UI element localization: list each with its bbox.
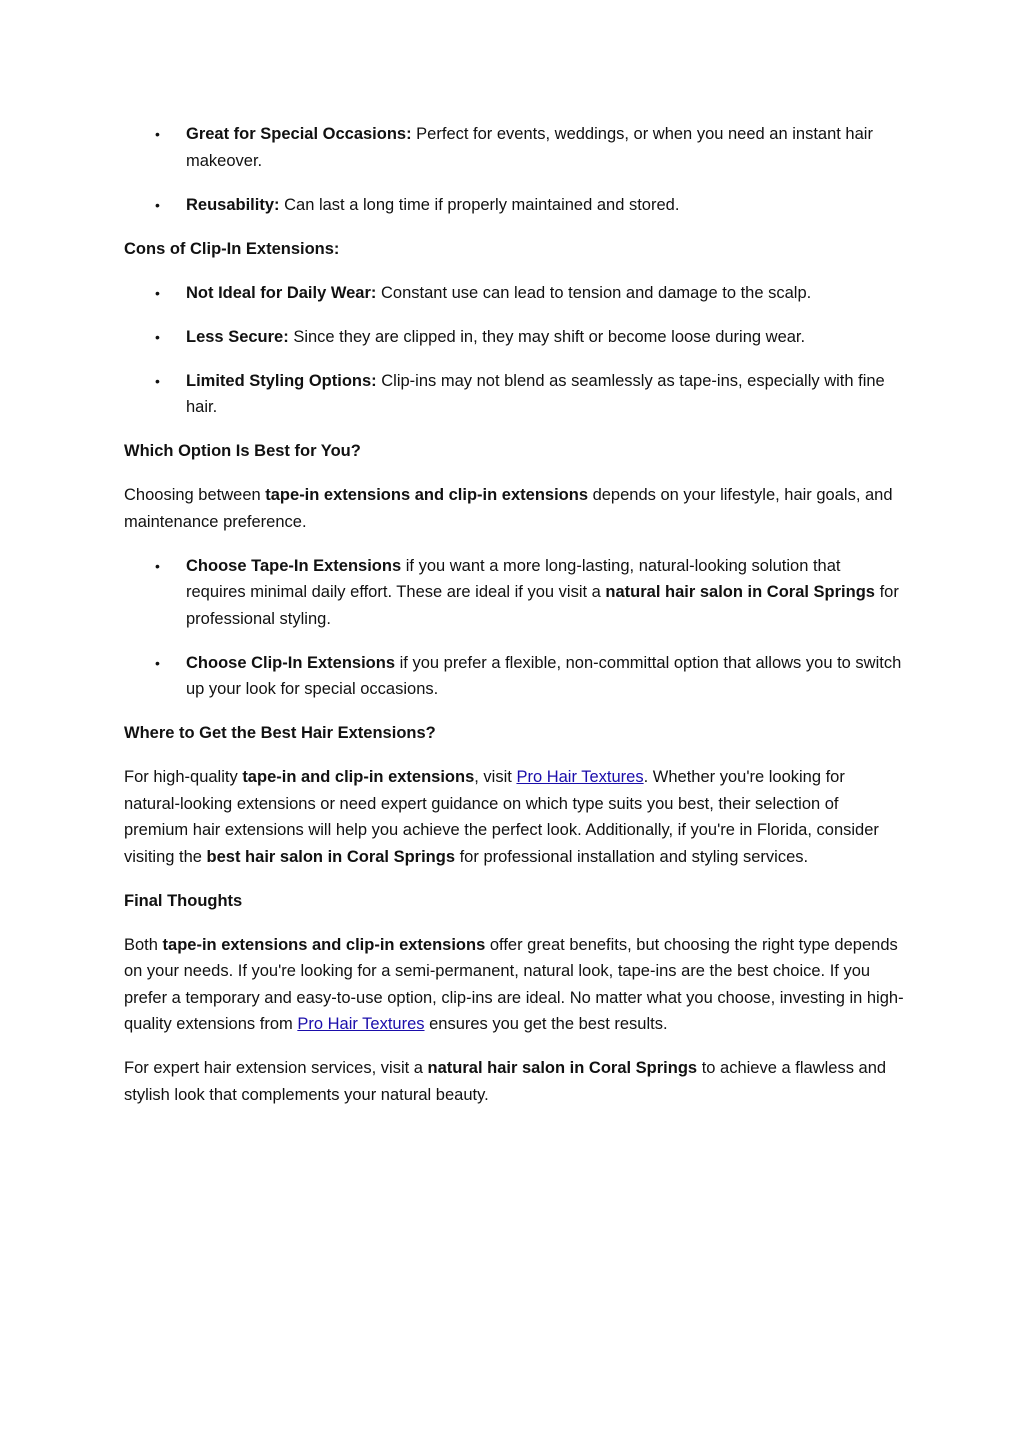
where-heading: Where to Get the Best Hair Extensions? xyxy=(124,724,436,742)
list-item xyxy=(124,553,904,633)
list-item xyxy=(124,324,904,351)
list-item-text: Perfect for events, weddings, or when you need an instant hair makeover. xyxy=(186,125,873,170)
list-item xyxy=(124,192,904,219)
bullet-icon: • xyxy=(155,654,160,671)
paragraph-text: ensures you get the best results. xyxy=(424,1015,668,1033)
choose-list xyxy=(124,553,904,703)
list-item-text: if you want a more long-lasting, natural-looking solution that requires minimal daily effort. These are ideal if you visit a xyxy=(186,556,841,601)
expert-services-paragraph xyxy=(124,1055,904,1108)
which-option-paragraph xyxy=(124,482,904,535)
list-item-term: Reusability: xyxy=(186,195,280,214)
list-item-term: Not Ideal for Daily Wear: xyxy=(186,283,377,302)
list-item-text: Constant use can lead to tension and damage to the scalp. xyxy=(376,283,812,302)
paragraph-text: for professional installation and styling services. xyxy=(455,847,809,866)
paragraph-text: For high-quality xyxy=(124,768,243,786)
paragraph-text: . Whether you're looking for natural-looking extensions or need expert guidance on which type suits you best, their selection of premium hair extensions will help you achieve the perfect look. Additionally, if you're in Florida, consider visiting the xyxy=(124,768,879,866)
list-item-term: Choose Clip-In Extensions xyxy=(186,653,396,672)
bullet-icon: • xyxy=(155,557,160,574)
paragraph-bold: best hair salon in Coral Springs xyxy=(206,847,456,866)
bullet-icon: • xyxy=(155,126,160,142)
list-item-term: Choose Tape-In Extensions xyxy=(186,556,402,575)
paragraph-bold: natural hair salon in Coral Springs xyxy=(427,1059,698,1077)
paragraph-text: to achieve a flawless and stylish look that complements your natural beauty. xyxy=(124,1059,887,1104)
paragraph-bold: tape-in and clip-in extensions xyxy=(242,768,475,786)
paragraph-text: offer great benefits, but choosing the right type depends on your needs. If you're looking for a semi-permanent, natural look, tape-ins are the best choice. If you prefer a temporary and easy-to-use option, clip-ins are ideal. No matter what you choose, investing in high-quality extensions from xyxy=(124,935,904,1033)
list-item-term: Limited Styling Options: xyxy=(186,371,377,390)
bullet-icon: • xyxy=(155,196,160,213)
paragraph-text: depends on your lifestyle, hair goals, and maintenance preference. xyxy=(124,486,893,531)
paragraph-text: Both xyxy=(124,935,163,954)
list-item xyxy=(124,650,904,703)
list-item-text: for professional styling. xyxy=(186,583,899,628)
where-paragraph xyxy=(124,764,904,870)
list-item-term: Great for Special Occasions: xyxy=(186,125,412,143)
list-item-text: Clip-ins may not blend as seamlessly as tape-ins, especially with fine hair. xyxy=(186,371,885,416)
pro-hair-textures-link[interactable]: Pro Hair Textures xyxy=(516,768,644,786)
list-item-text: Since they are clipped in, they may shift or become loose during wear. xyxy=(288,327,806,346)
bullet-icon: • xyxy=(155,284,160,301)
which-option-heading: Which Option Is Best for You? xyxy=(124,442,361,460)
pros-list xyxy=(124,121,904,218)
paragraph-text: For expert hair extension services, visit a xyxy=(124,1059,428,1077)
bullet-icon: • xyxy=(155,328,160,345)
paragraph-text: Choosing between xyxy=(124,486,266,504)
list-item-text: Can last a long time if properly maintained and stored. xyxy=(279,195,680,214)
paragraph-text: , visit xyxy=(474,768,517,786)
list-item xyxy=(124,121,904,174)
list-item-term: Less Secure: xyxy=(186,327,289,346)
list-item xyxy=(124,368,904,421)
pro-hair-textures-link[interactable]: Pro Hair Textures xyxy=(297,1015,425,1033)
list-item-text: if you prefer a flexible, non-committal option that allows you to switch up your look for special occasions. xyxy=(186,653,902,698)
list-item xyxy=(124,280,904,307)
cons-heading: Cons of Clip-In Extensions: xyxy=(124,239,340,258)
list-item-bold: natural hair salon in Coral Springs xyxy=(605,583,875,601)
document-page xyxy=(124,121,904,1126)
final-thoughts-heading: Final Thoughts xyxy=(124,891,243,910)
cons-list xyxy=(124,280,904,421)
bullet-icon: • xyxy=(155,372,160,389)
paragraph-bold: tape-in extensions and clip-in extensions xyxy=(162,935,486,954)
final-thoughts-paragraph xyxy=(124,932,904,1038)
paragraph-bold: tape-in extensions and clip-in extensions xyxy=(265,486,588,504)
